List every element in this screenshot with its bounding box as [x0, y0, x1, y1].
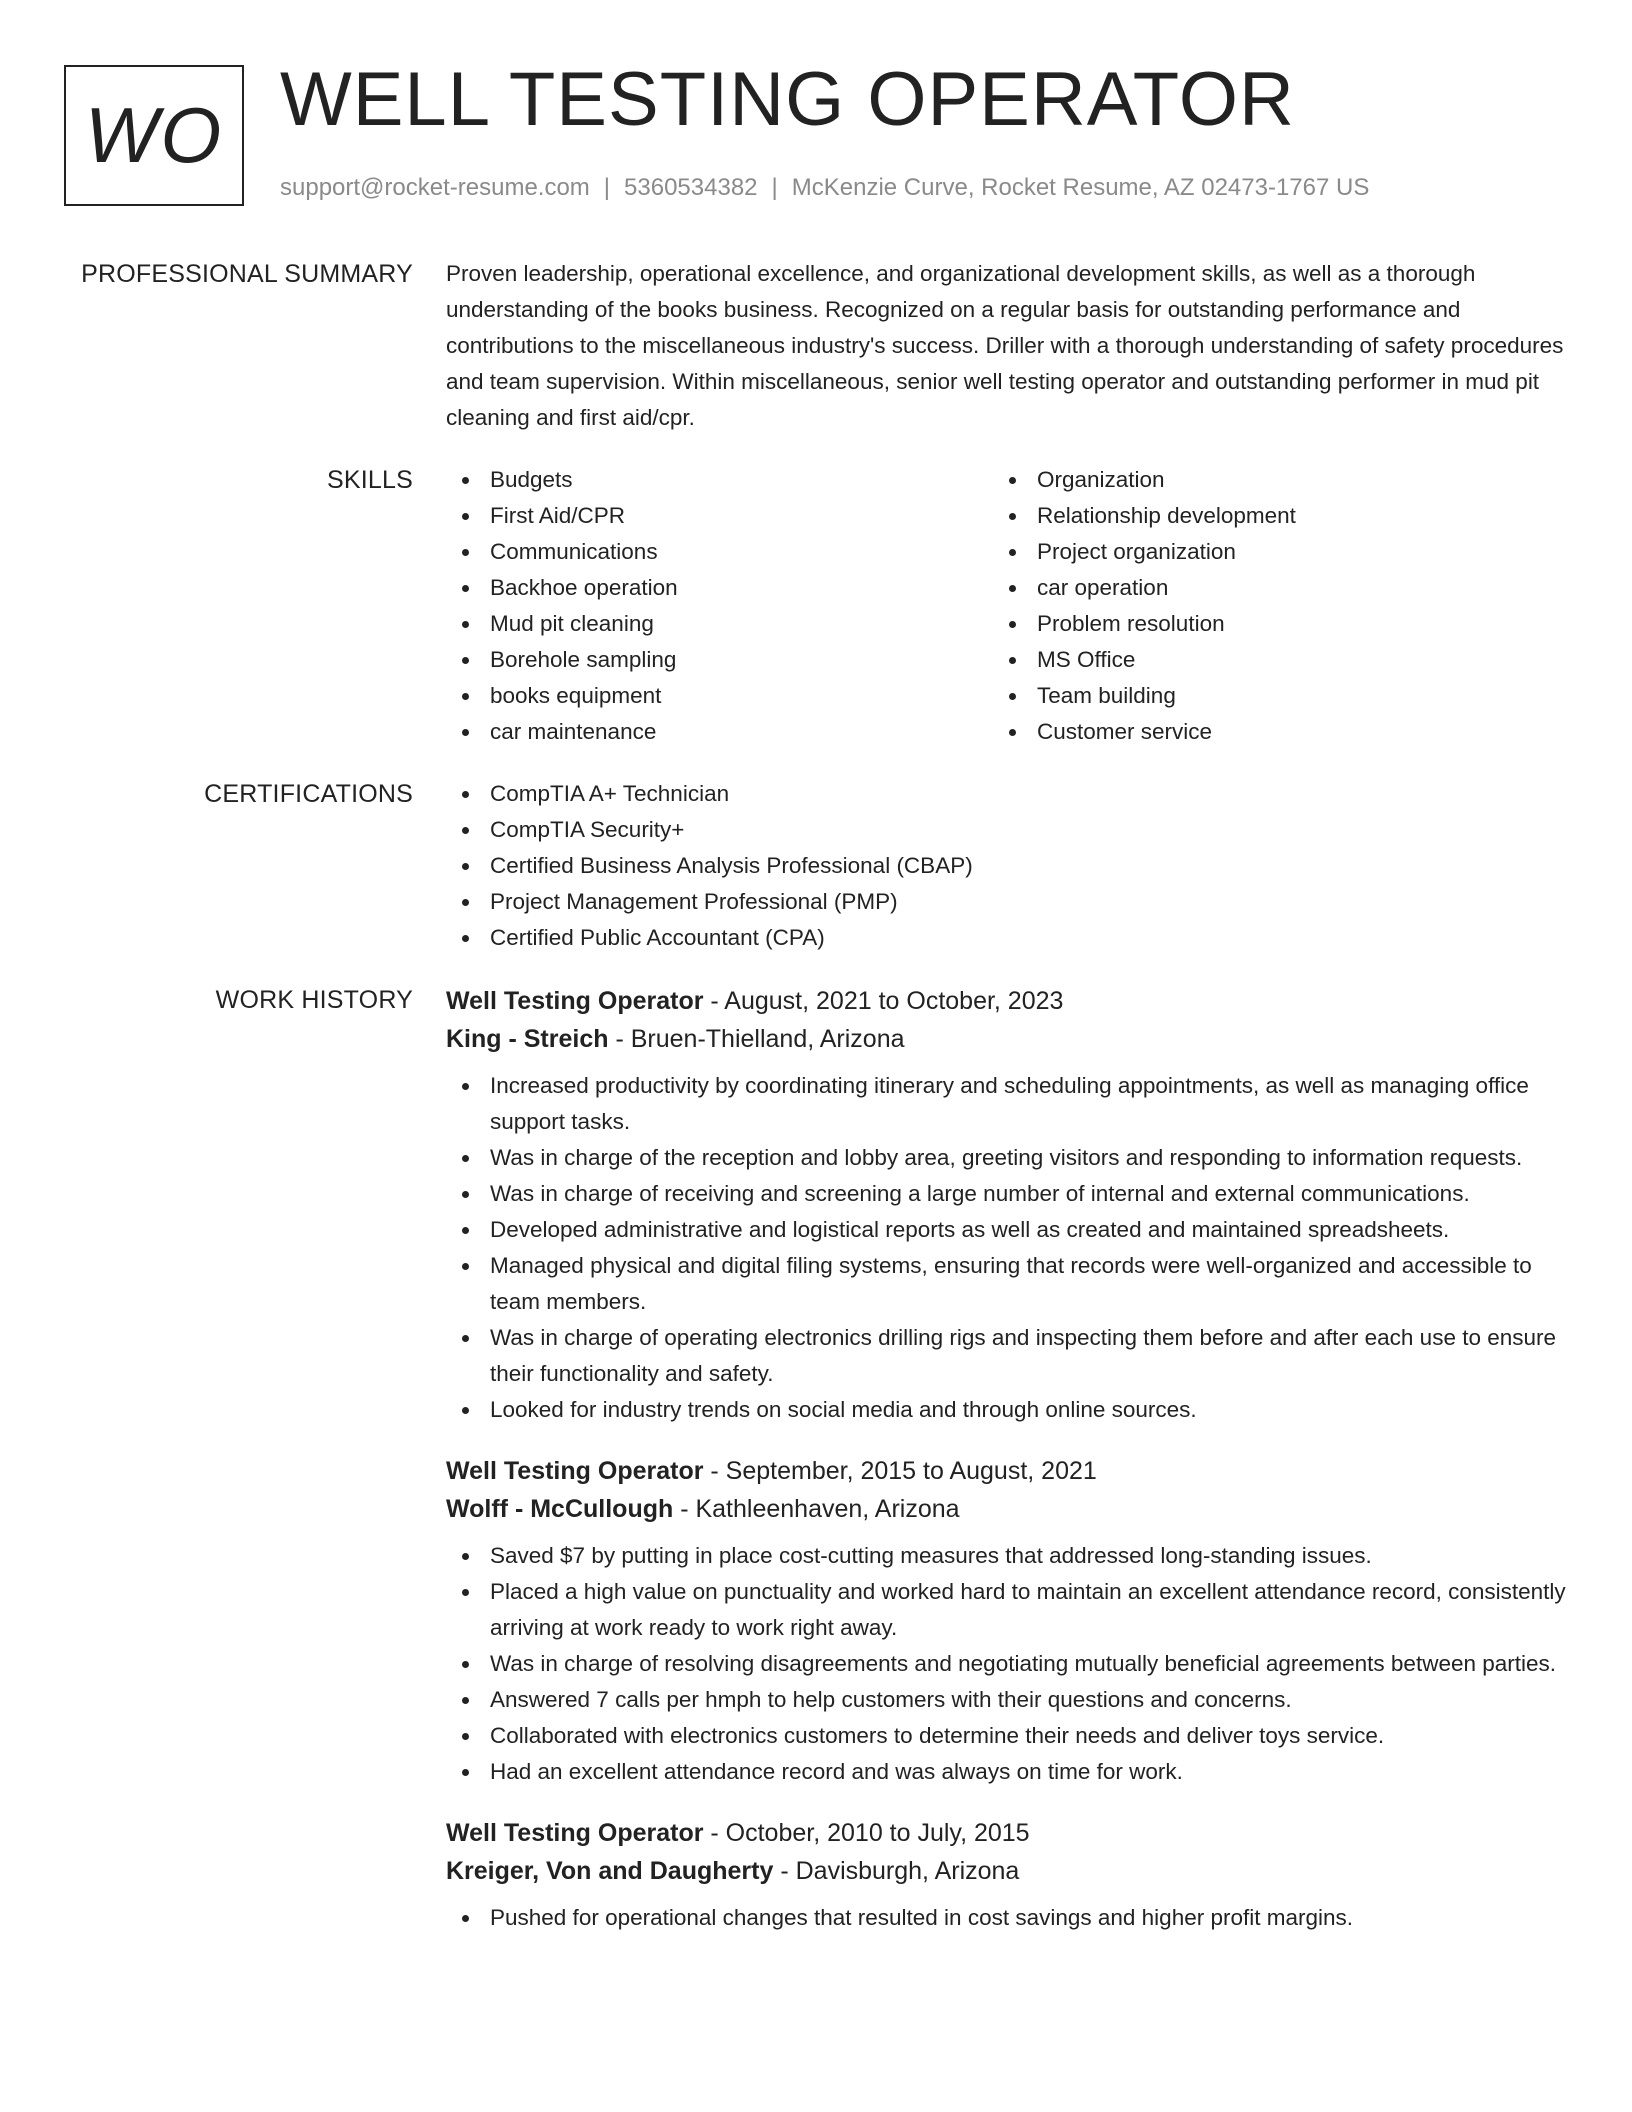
job-bullet: Increased productivity by coordinating itinerary and scheduling appointments, as well as managing office support tasks. — [446, 1068, 1566, 1140]
skill-item: books equipment — [446, 678, 993, 714]
job-entry — [446, 1814, 1566, 1936]
contact-phone[interactable]: 5360534382 — [624, 174, 758, 201]
monogram-logo: WO — [64, 65, 244, 206]
contact-line — [280, 174, 1369, 202]
skill-item: MS Office — [993, 642, 1540, 678]
resume-sections — [0, 256, 1632, 1986]
job-company: King - Streich — [446, 1025, 609, 1053]
skill-item: Customer service — [993, 714, 1540, 750]
certification-item: Certified Business Analysis Professional (CBAP) — [446, 848, 1566, 884]
section-label: PROFESSIONAL SUMMARY — [81, 260, 413, 288]
job-company: Kreiger, Von and Daugherty — [446, 1857, 774, 1885]
job-dates: - September, 2015 to August, 2021 — [703, 1457, 1097, 1485]
job-bullet: Had an excellent attendance record and was always on time for work. — [446, 1754, 1566, 1790]
skills-list-left — [446, 462, 993, 750]
skill-item: First Aid/CPR — [446, 498, 993, 534]
certification-item: CompTIA A+ Technician — [446, 776, 1566, 812]
certification-item: Project Management Professional (PMP) — [446, 884, 1566, 920]
skill-item: car operation — [993, 570, 1540, 606]
skill-item: Team building — [993, 678, 1540, 714]
job-bullet: Answered 7 calls per hmph to help customers with their questions and concerns. — [446, 1682, 1566, 1718]
job-bullet: Was in charge of receiving and screening a large number of internal and external communications. — [446, 1176, 1566, 1212]
job-company-line — [446, 1020, 1566, 1058]
job-dates: - August, 2021 to October, 2023 — [703, 987, 1064, 1015]
job-bullet: Managed physical and digital filing systems, ensuring that records were well-organized and accessible to team members. — [446, 1248, 1566, 1320]
job-bullets — [446, 1538, 1566, 1790]
skills-grid — [446, 462, 1566, 750]
job-title-line — [446, 1814, 1566, 1852]
job-company: Wolff - McCullough — [446, 1495, 674, 1523]
job-bullets — [446, 1900, 1566, 1936]
job-company-line — [446, 1852, 1566, 1890]
job-bullet: Placed a high value on punctuality and worked hard to maintain an excellent attendance record, consistently arriving at work ready to work right away. — [446, 1574, 1566, 1646]
resume-title: WELL TESTING OPERATOR — [280, 57, 1295, 142]
certification-item: CompTIA Security+ — [446, 812, 1566, 848]
skill-item: Problem resolution — [993, 606, 1540, 642]
skill-item: car maintenance — [446, 714, 993, 750]
skill-item: Project organization — [993, 534, 1540, 570]
job-title-line — [446, 982, 1566, 1020]
job-bullet: Was in charge of resolving disagreements and negotiating mutually beneficial agreements between parties. — [446, 1646, 1566, 1682]
certifications-list — [446, 776, 1566, 956]
job-bullet: Pushed for operational changes that resulted in cost savings and higher profit margins. — [446, 1900, 1566, 1936]
skills-list-right — [993, 462, 1540, 750]
skill-item: Borehole sampling — [446, 642, 993, 678]
contact-separator: | — [771, 174, 778, 201]
job-location: - Kathleenhaven, Arizona — [673, 1495, 960, 1523]
job-bullets — [446, 1068, 1566, 1428]
contact-separator: | — [603, 174, 611, 201]
job-title-line — [446, 1452, 1566, 1490]
job-bullet: Developed administrative and logistical reports as well as created and maintained spreadsheets. — [446, 1212, 1566, 1248]
summary-section — [0, 256, 1632, 436]
job-bullet: Saved $7 by putting in place cost-cutting measures that addressed long-standing issues. — [446, 1538, 1566, 1574]
contact-email[interactable]: support@rocket-resume.com — [280, 174, 590, 201]
job-location: - Davisburgh, Arizona — [773, 1857, 1020, 1885]
certifications-section — [0, 776, 1632, 956]
job-title: Well Testing Operator — [446, 987, 704, 1015]
job-title: Well Testing Operator — [446, 1819, 704, 1847]
skill-item: Budgets — [446, 462, 993, 498]
section-label: SKILLS — [327, 466, 413, 494]
job-location: - Bruen-Thielland, Arizona — [608, 1025, 905, 1053]
job-bullet: Was in charge of the reception and lobby area, greeting visitors and responding to information requests. — [446, 1140, 1566, 1176]
skills-section — [0, 462, 1632, 750]
job-bullet: Collaborated with electronics customers to determine their needs and deliver toys service. — [446, 1718, 1566, 1754]
skill-item: Backhoe operation — [446, 570, 993, 606]
certification-item: Certified Public Accountant (CPA) — [446, 920, 1566, 956]
job-company-line — [446, 1490, 1566, 1528]
summary-text: Proven leadership, operational excellence, and organizational development skills, as well as a thorough understanding of the books business. Recognized on a regular basis for outstanding performance and contributions to the miscellaneous industry's success. Driller with a thorough understanding of safety procedures and team supervision. Within miscellaneous, senior well testing operator and outstanding performer in mud pit cleaning and first aid/cpr. — [446, 261, 1564, 430]
job-entry — [446, 982, 1566, 1428]
section-label: WORK HISTORY — [215, 986, 413, 1014]
skill-item: Relationship development — [993, 498, 1540, 534]
work-history-section — [0, 982, 1632, 1960]
section-label: CERTIFICATIONS — [204, 780, 413, 808]
job-dates: - October, 2010 to July, 2015 — [703, 1819, 1030, 1847]
job-entry — [446, 1452, 1566, 1790]
job-title: Well Testing Operator — [446, 1457, 704, 1485]
job-bullet: Was in charge of operating electronics drilling rigs and inspecting them before and after each use to ensure their functionality and safety. — [446, 1320, 1566, 1392]
job-bullet: Looked for industry trends on social media and through online sources. — [446, 1392, 1566, 1428]
work-history-list — [446, 982, 1566, 1960]
skill-item: Communications — [446, 534, 993, 570]
skill-item: Organization — [993, 462, 1540, 498]
skill-item: Mud pit cleaning — [446, 606, 993, 642]
contact-address: McKenzie Curve, Rocket Resume, AZ 02473-1767 US — [791, 174, 1370, 201]
